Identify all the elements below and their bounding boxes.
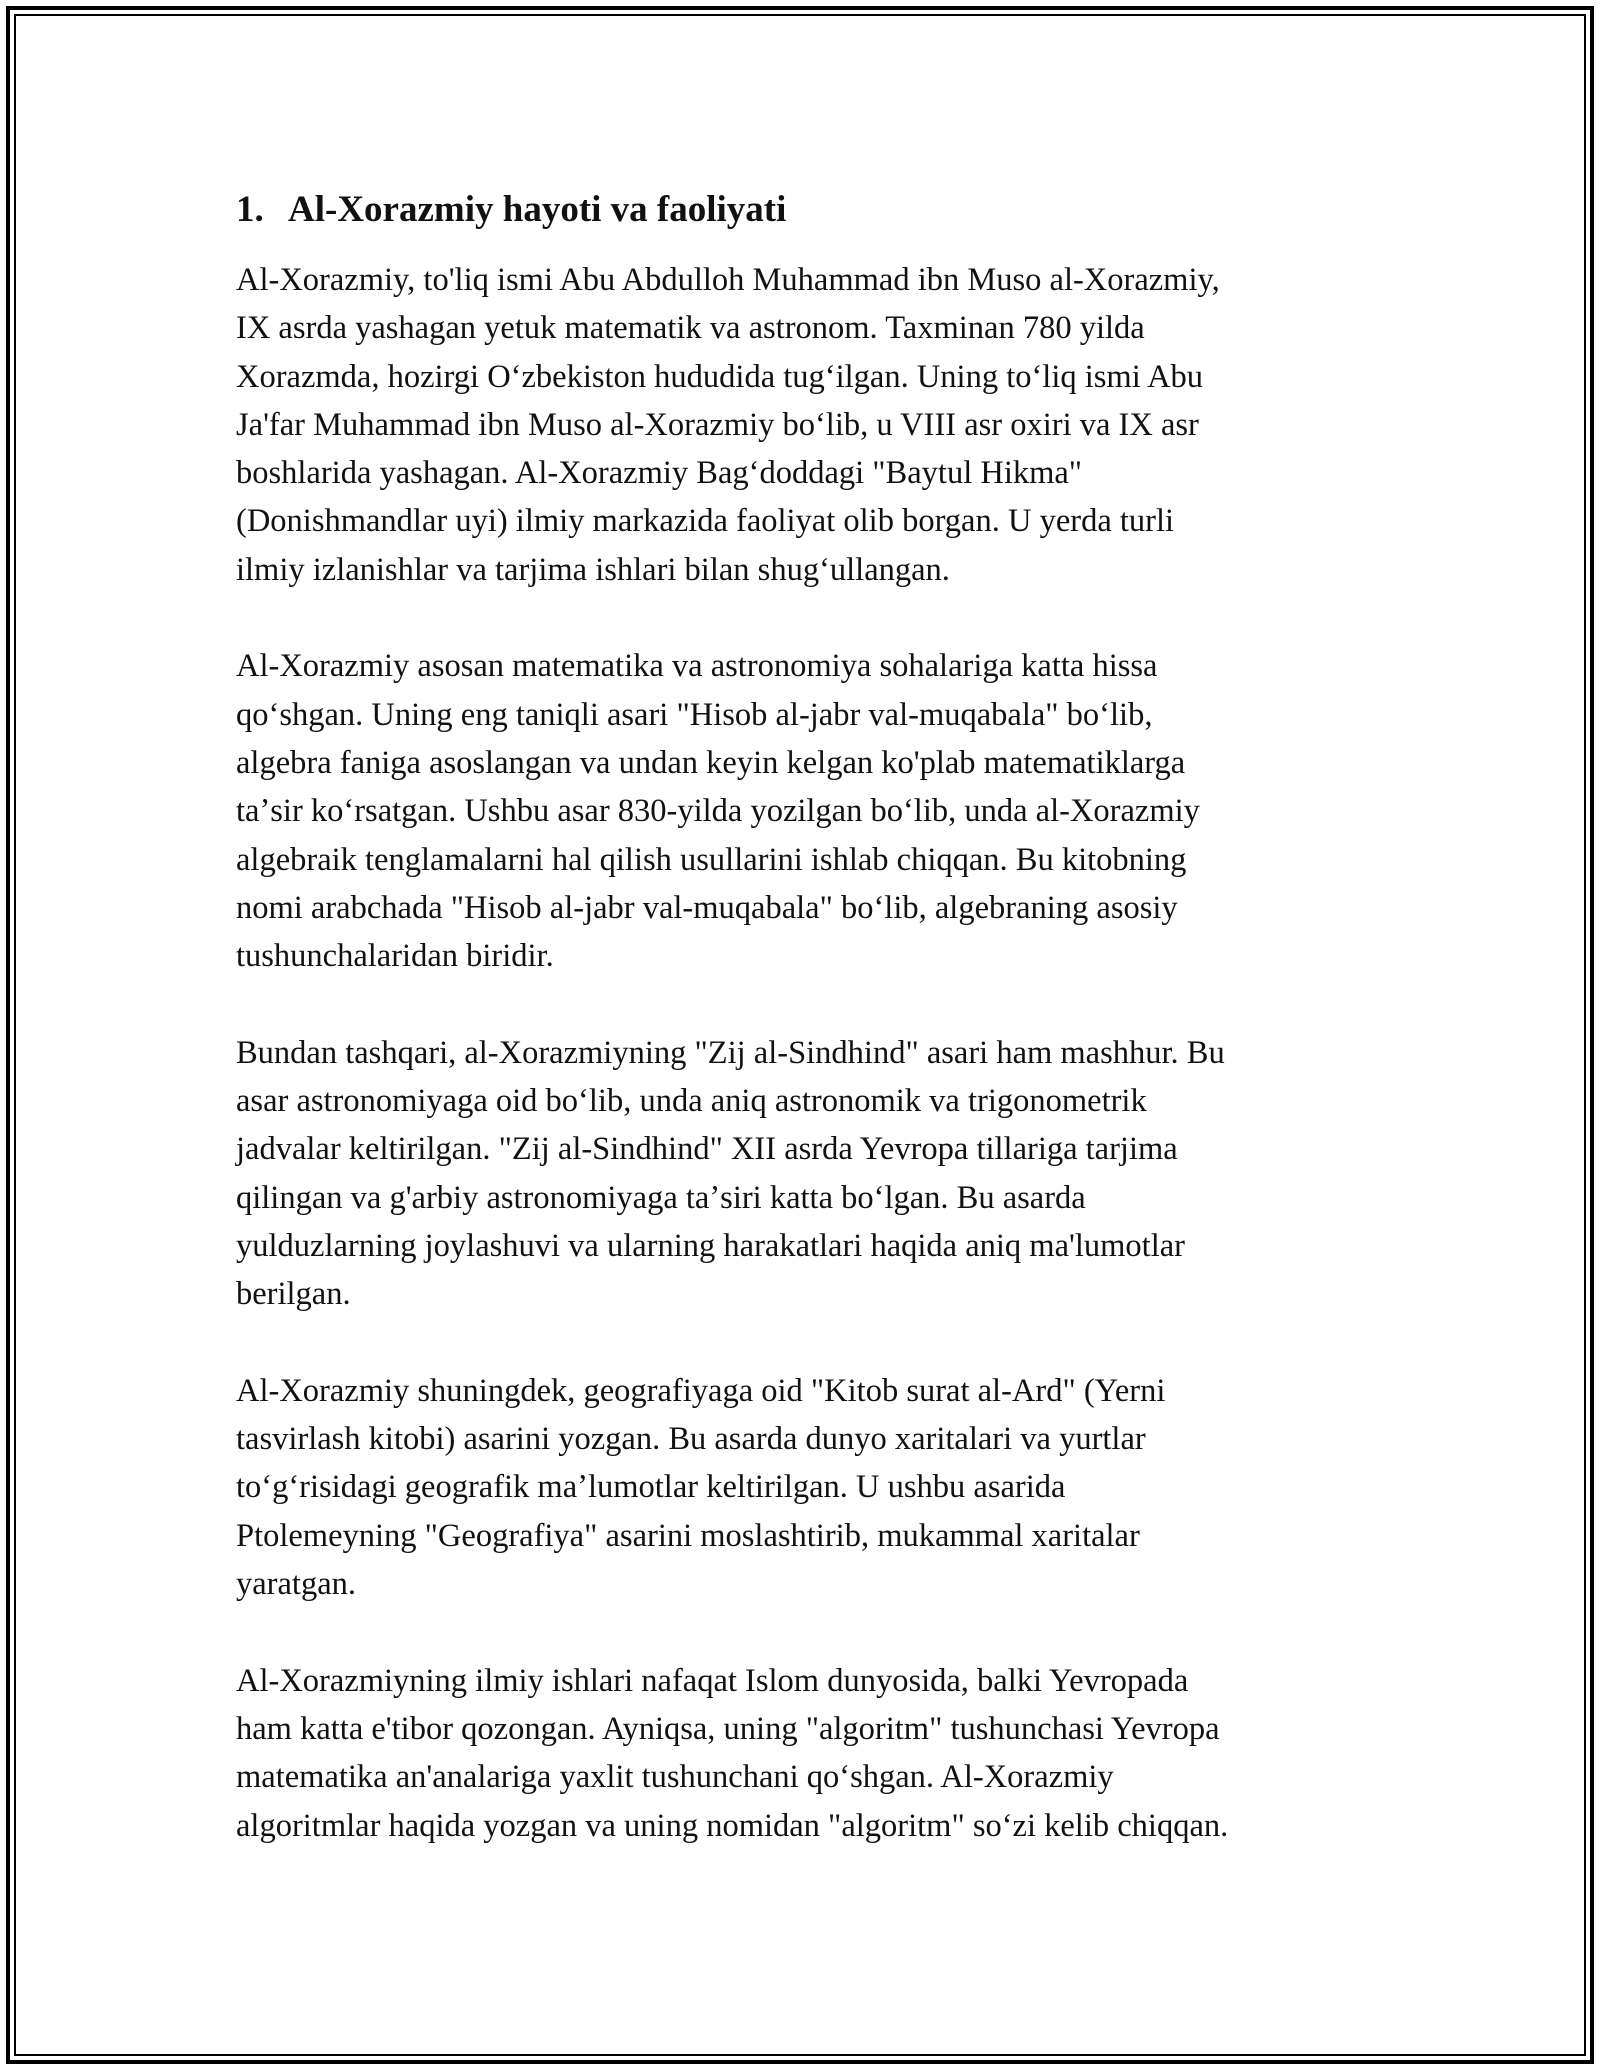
- paragraph: [236, 1029, 1386, 1319]
- paragraph-line: Ptolemeyning "Geografiya" asarini moslashtirib, mukammal xaritalar: [236, 1517, 1140, 1554]
- paragraph: [236, 642, 1386, 980]
- paragraph-line: nomi arabchada "Hisob al-jabr val-muqabala" boʻlib, algebraning asosiy: [236, 889, 1178, 926]
- paragraph-line: boshlarida yashagan. Al-Xorazmiy Bagʻdoddagi "Baytul Hikma": [236, 455, 1083, 492]
- paragraph-line: qoʻshgan. Uning eng taniqli asari "Hisob al-jabr val-muqabala" boʻlib,: [236, 696, 1153, 733]
- paragraph-line: (Donishmandlar uyi) ilmiy markazida faoliyat olib borgan. U yerda turli: [236, 503, 1175, 540]
- paragraph-line: yaratgan.: [236, 1566, 357, 1603]
- paragraph-line: toʻgʻrisidagi geografik maʼlumotlar keltirilgan. U ushbu asarida: [236, 1469, 1066, 1506]
- paragraph-line: algoritmlar haqida yozgan va uning nomidan "algoritm" soʻzi kelib chiqqan.: [236, 1807, 1229, 1844]
- paragraph-line: algebra faniga asoslangan va undan keyin kelgan ko'plab matematiklarga: [236, 744, 1186, 781]
- paragraph-line: asar astronomiyaga oid boʻlib, unda aniq astronomik va trigonometrik: [236, 1083, 1147, 1120]
- paragraph-line: berilgan.: [236, 1276, 351, 1313]
- paragraph-line: tushunchalaridan biridir.: [236, 938, 554, 975]
- paragraph-line: taʼsir koʻrsatgan. Ushbu asar 830-yilda yozilgan boʻlib, unda al-Xorazmiy: [236, 793, 1200, 830]
- paragraph-line: IX asrda yashagan yetuk matematik va astronom. Taxminan 780 yilda: [236, 310, 1145, 347]
- paragraph-line: ilmiy izlanishlar va tarjima ishlari bilan shugʻullangan.: [236, 551, 950, 588]
- section-title: Al-Xorazmiy hayoti va faoliyati: [288, 189, 787, 230]
- paragraph-line: tasvirlash kitobi) asarini yozgan. Bu asarda dunyo xaritalari va yurtlar: [236, 1421, 1146, 1458]
- paragraph-line: Bundan tashqari, al-Xorazmiyning "Zij al-Sindhind" asari ham mashhur. Bu: [236, 1034, 1225, 1071]
- paragraph-line: jadvalar keltirilgan. "Zij al-Sindhind" XII asrda Yevropa tillariga tarjima: [236, 1131, 1178, 1168]
- paragraph-line: Al-Xorazmiy shuningdek, geografiyaga oid "Kitob surat al-Ard" (Yerni: [236, 1372, 1166, 1409]
- document-body: [236, 186, 1386, 1898]
- paragraph-list: [236, 256, 1386, 1850]
- paragraph: [236, 1367, 1386, 1608]
- paragraph: [236, 1657, 1386, 1850]
- paragraph-line: ham katta e'tibor qozongan. Ayniqsa, uning "algoritm" tushunchasi Yevropa: [236, 1710, 1220, 1747]
- paragraph-line: yulduzlarning joylashuvi va ularning harakatlari haqida aniq ma'lumotlar: [236, 1227, 1185, 1264]
- paragraph: [236, 256, 1386, 594]
- paragraph-line: matematika an'analariga yaxlit tushunchani qoʻshgan. Al-Xorazmiy: [236, 1759, 1114, 1796]
- paragraph-line: Al-Xorazmiy, to'liq ismi Abu Abdulloh Muhammad ibn Muso al-Xorazmiy,: [236, 262, 1220, 298]
- paragraph-line: Ja'far Muhammad ibn Muso al-Xorazmiy boʻlib, u VIII asr oxiri va IX asr: [236, 406, 1199, 443]
- paragraph-line: algebraik tenglamalarni hal qilish usullarini ishlab chiqqan. Bu kitobning: [236, 841, 1187, 878]
- paragraph-line: Al-Xorazmiyning ilmiy ishlari nafaqat Islom dunyosida, balki Yevropada: [236, 1662, 1189, 1699]
- paragraph-line: Xorazmda, hozirgi Oʻzbekiston hududida tugʻilgan. Uning toʻliq ismi Abu: [236, 358, 1204, 395]
- paragraph-line: qilingan va g'arbiy astronomiyaga taʼsiri katta boʻlgan. Bu asarda: [236, 1179, 1086, 1216]
- section-number: 1.: [236, 189, 264, 230]
- section-heading: [236, 186, 1386, 234]
- paragraph-line: Al-Xorazmiy asosan matematika va astronomiya sohalariga katta hissa: [236, 648, 1158, 685]
